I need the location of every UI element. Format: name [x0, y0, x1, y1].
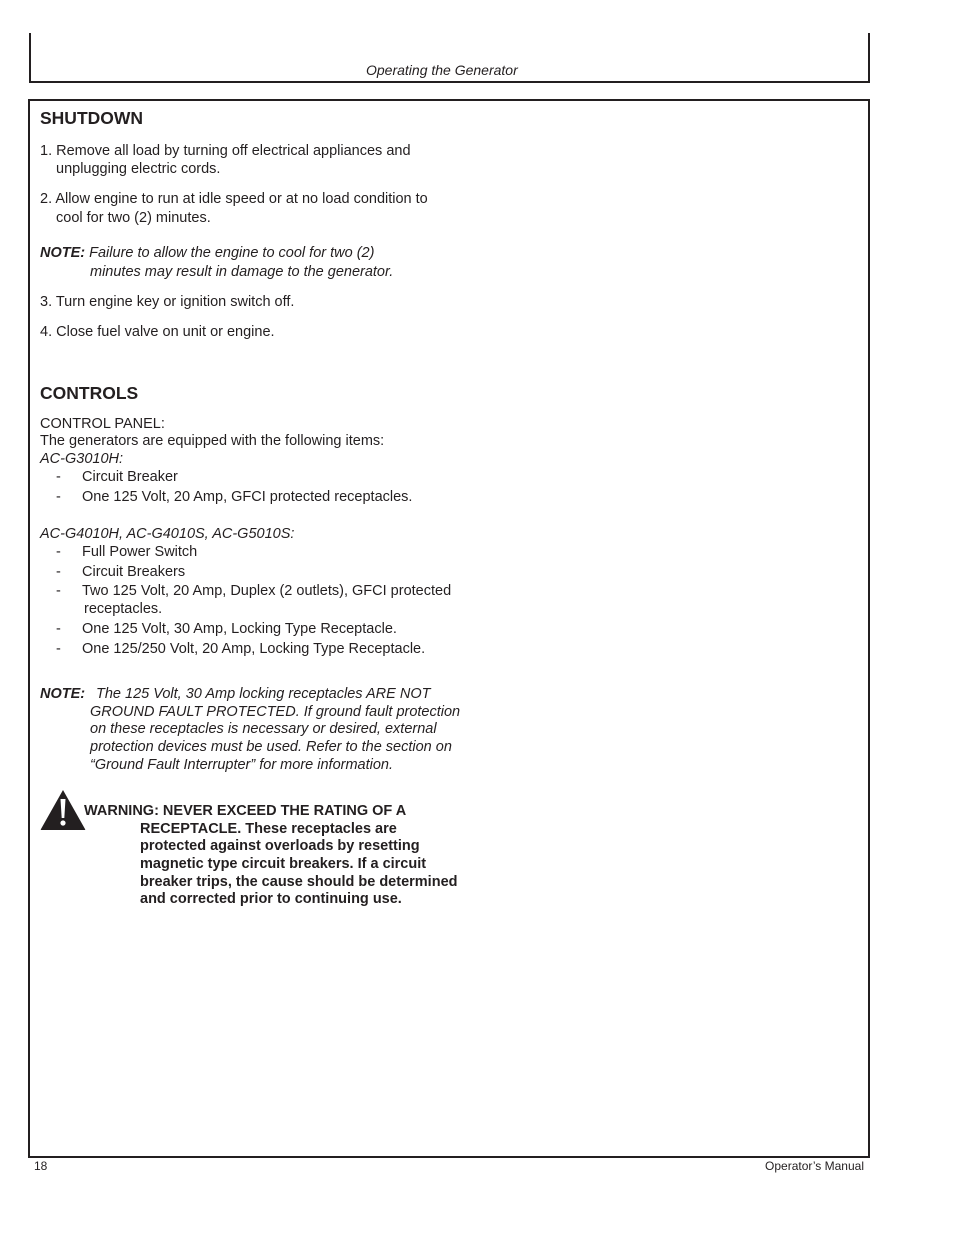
controls-note-line-4: protection devices must be used. Refer to the section on [90, 739, 452, 755]
warning-line-5: breaker trips, the cause should be determined [140, 874, 458, 890]
controls-note-label: NOTE: [40, 686, 86, 702]
note-label: NOTE: [40, 245, 86, 261]
controls-note-line-1: The 125 Volt, 30 Amp locking receptacles ARE NOT [96, 686, 431, 702]
list-dash: - [56, 564, 61, 580]
controls-note-line-5: “Ground Fault Interrupter” for more information. [90, 757, 394, 773]
list-item: One 125 Volt, 20 Amp, GFCI protected receptacles. [82, 489, 413, 505]
warning-triangle-icon [40, 789, 86, 831]
list-dash: - [56, 469, 61, 485]
list-dash: - [56, 583, 61, 599]
shutdown-step-3: 3. Turn engine key or ignition switch off. [40, 294, 295, 310]
list-dash: - [56, 641, 61, 657]
shutdown-step-2-cont: cool for two (2) minutes. [56, 210, 211, 226]
controls-note-line-2: GROUND FAULT PROTECTED. If ground fault protection [90, 704, 461, 720]
list-item-cont: receptacles. [84, 601, 163, 617]
list-dash: - [56, 489, 61, 505]
control-panel-label: CONTROL PANEL: [40, 416, 165, 432]
list-item: Two 125 Volt, 20 Amp, Duplex (2 outlets), GFCI protected [82, 583, 452, 599]
warning-line-6: and corrected prior to continuing use. [140, 891, 402, 907]
warning-line-4: magnetic type circuit breakers. If a circuit [140, 856, 427, 872]
model-1-label: AC-G3010H: [40, 451, 124, 467]
page-number: 18 [34, 1159, 48, 1173]
controls-intro: The generators are equipped with the following items: [40, 433, 385, 449]
list-dash: - [56, 621, 61, 637]
note-text: Failure to allow the engine to cool for two (2) [85, 245, 375, 261]
list-item: One 125 Volt, 30 Amp, Locking Type Receptacle. [82, 621, 397, 637]
shutdown-note [40, 244, 374, 262]
controls-heading: CONTROLS [40, 383, 139, 403]
shutdown-step-1: 1. Remove all load by turning off electrical appliances and [40, 143, 411, 159]
controls-note-line-3: on these receptacles is necessary or desired, external [90, 721, 437, 737]
warning-line-3: protected against overloads by resetting [140, 838, 420, 854]
warning-line-2: RECEPTACLE. These receptacles are [140, 821, 397, 837]
section-title: Operating the Generator [366, 62, 518, 78]
list-item: Circuit Breakers [82, 564, 186, 580]
list-item: One 125/250 Volt, 20 Amp, Locking Type Receptacle. [82, 641, 426, 657]
shutdown-step-2: 2. Allow engine to run at idle speed or at no load condition to [40, 191, 428, 207]
shutdown-step-4: 4. Close fuel valve on unit or engine. [40, 324, 275, 340]
list-item: Full Power Switch [82, 544, 198, 560]
list-item: Circuit Breaker [82, 469, 178, 485]
list-dash: - [56, 544, 61, 560]
model-2-label: AC-G4010H, AC-G4010S, AC-G5010S: [40, 526, 295, 542]
shutdown-note-cont: minutes may result in damage to the generator. [90, 264, 394, 280]
warning-line-1: WARNING: NEVER EXCEED THE RATING OF A [84, 803, 407, 819]
shutdown-step-1-cont: unplugging electric cords. [56, 161, 221, 177]
shutdown-heading: SHUTDOWN [40, 108, 144, 128]
manual-title: Operator’s Manual [765, 1159, 864, 1173]
